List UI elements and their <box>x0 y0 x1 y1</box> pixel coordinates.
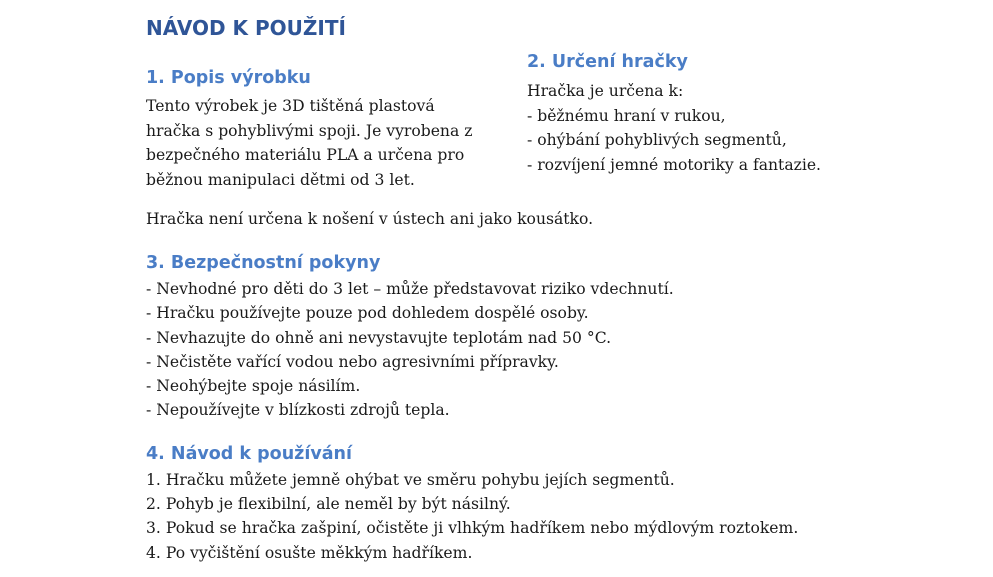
list-item: - Nevhodné pro děti do 3 let – může představovat riziko vdechnutí. <box>146 280 674 298</box>
section-toy-purpose <box>527 50 821 177</box>
list-item: - rozvíjení jemné motoriky a fantazie. <box>527 155 822 174</box>
section-safety-instructions <box>146 251 674 423</box>
list-item: 4. Po vyčištění osušte měkkým hadříkem. <box>146 543 473 562</box>
list-item: 1. Hračku můžete jemně ohýbat ve směru pohybu jejích segmentů. <box>146 471 675 489</box>
list-item: - Neohýbejte spoje násilím. <box>146 377 361 396</box>
purpose-intro: Hračka je určena k: <box>527 82 684 100</box>
list-item: - Nečistěte vařící vodou nebo agresivními přípravky. <box>146 352 559 371</box>
list-item: 3. Pokud se hračka zašpiní, očistěte ji vlhkým hadříkem nebo mýdlovým roztokem. <box>146 519 799 538</box>
section-heading-usage-instructions: 4. Návod k používání <box>146 444 353 464</box>
section-usage-instructions <box>146 442 798 565</box>
section-heading-safety-instructions: 3. Bezpečnostní pokyny <box>146 253 381 273</box>
note-text: Hračka není určena k nošení v ústech ani jako kousátko. <box>146 210 594 228</box>
usage-note <box>146 207 593 232</box>
list-item: - ohýbání pohyblivých segmentů, <box>527 131 787 149</box>
document-title: NÁVOD K POUŽITÍ <box>146 16 346 40</box>
list-item: - Nepoužívejte v blízkosti zdrojů tepla. <box>146 401 450 420</box>
paragraph-line: běžnou manipulaci dětmi od 3 let. <box>146 170 415 189</box>
paragraph-line: Tento výrobek je 3D tištěná plastová <box>146 97 435 115</box>
list-item: - Hračku používejte pouze pod dohledem dospělé osoby. <box>146 304 589 323</box>
section-product-description <box>146 66 472 192</box>
paragraph-line: hračka s pohyblivými spoji. Je vyrobena z <box>146 121 473 140</box>
list-item: 2. Pohyb je flexibilní, ale neměl by být násilný. <box>146 495 511 514</box>
section-heading-toy-purpose: 2. Určení hračky <box>527 52 688 72</box>
list-item: - Nevhazujte do ohně ani nevystavujte teplotám nad 50 °C. <box>146 328 612 347</box>
section-heading-product-description: 1. Popis výrobku <box>146 68 311 88</box>
paragraph-line: bezpečného materiálu PLA a určena pro <box>146 146 465 164</box>
list-item: - běžnému hraní v rukou, <box>527 106 726 125</box>
